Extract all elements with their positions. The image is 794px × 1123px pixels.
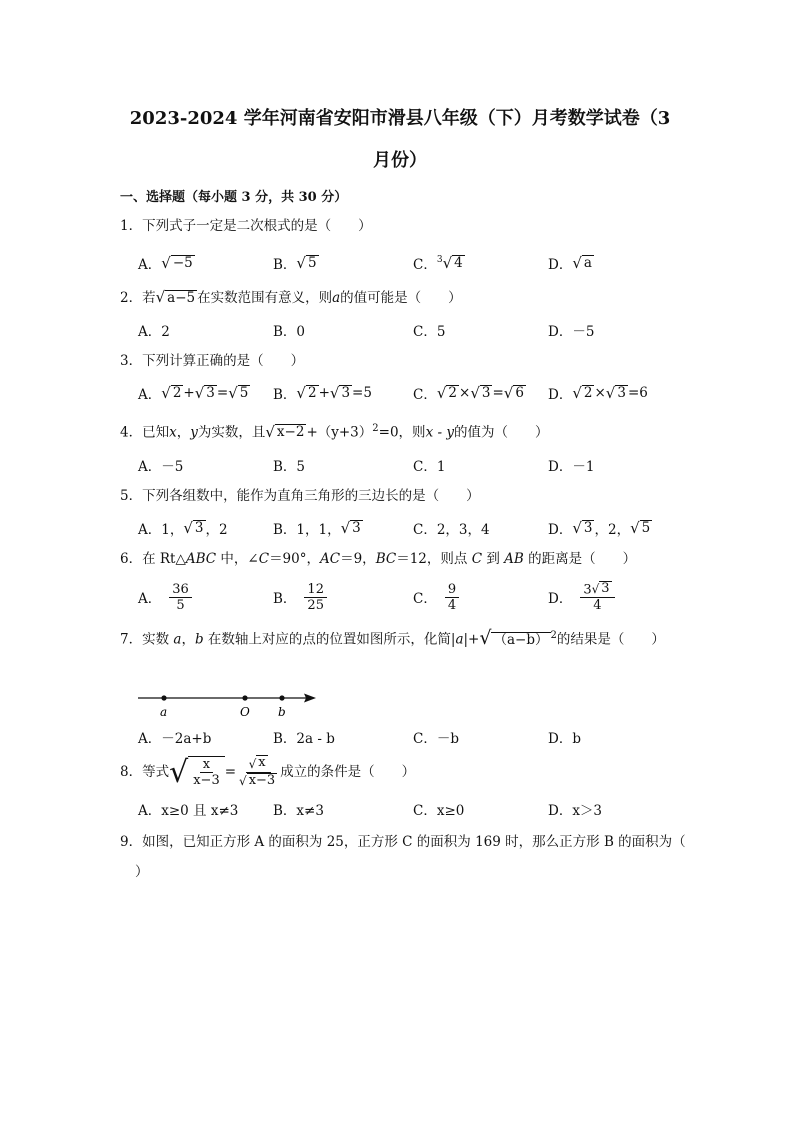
q6-option-b[interactable]: B． $\frac{12}{25}$ — [273, 578, 327, 616]
q1-option-c[interactable]: C． 3 √ 4 — [413, 253, 463, 273]
cube-root-expression: 3 √ 4 — [436, 253, 463, 272]
q8-option-d[interactable]: D．x＞3 — [548, 803, 603, 819]
q2-option-a[interactable]: A．2 — [138, 324, 170, 340]
q2-option-d[interactable]: D．－5 — [548, 324, 595, 340]
q5-option-b[interactable]: B．1，1， √ 3 — [273, 518, 361, 538]
label-a: a — [160, 705, 168, 719]
q7-option-b[interactable]: B．2a - b — [273, 731, 335, 747]
q6-option-c[interactable]: C． $\frac{9}{4}$ — [413, 578, 459, 616]
sqrt-expression: √ a — [572, 253, 592, 272]
q2-option-b[interactable]: B．0 — [273, 324, 306, 340]
question-9-stem-line-2: ） — [135, 864, 149, 880]
question-9-stem-line-1: 9．如图，已知正方形 A 的面积为 25，正方形 C 的面积为 169 时，那么正方形 B 的面积为（ — [120, 834, 686, 850]
q5-option-d[interactable]: D． √ 3 ，2， √ 5 — [548, 518, 651, 538]
q6-option-a[interactable]: A． $\frac{36}{5}$ — [138, 578, 192, 616]
q4-option-b[interactable]: B．5 — [273, 459, 306, 475]
q1-option-d[interactable]: D． √ a — [548, 253, 592, 273]
section-heading: 一、选择题（每小题 3 分，共 30 分） — [120, 190, 348, 205]
q7-option-d[interactable]: D．b — [548, 731, 581, 747]
label-b: b — [278, 705, 286, 719]
question-2-options — [138, 315, 698, 345]
question-3-options — [138, 378, 698, 408]
point-o — [242, 695, 247, 700]
q7-option-c[interactable]: C．－b — [413, 731, 459, 747]
point-b — [279, 695, 284, 700]
q6-option-d[interactable]: D． 3 √ 3 4 — [548, 578, 615, 616]
question-4-stem: 4．已知x，y为实数，且 √ x−2 $+(y+3)^2=0$，则x - y的值为（ ） — [120, 422, 549, 441]
question-7-options — [138, 722, 698, 752]
q3-option-d[interactable]: D． √ 2 × √ 3 =6 — [548, 383, 648, 403]
question-4-options — [138, 450, 698, 480]
q3-option-a[interactable]: A． √ 2 + √ 3 = √ 5 — [138, 383, 249, 403]
question-7-stem: 7．实数 a，b 在数轴上对应的点的位置如图所示，化简|a|+ √ （a−b） $^2$的结果是（ ） — [120, 626, 665, 649]
q3-option-c[interactable]: C． √ 2 × √ 3 = √ 6 — [413, 383, 524, 403]
question-6-options — [138, 578, 698, 616]
title-line-1: 2023-2024 学年河南省安阳市滑县八年级（下）月考数学试卷（3 — [129, 108, 671, 129]
question-8-stem: 8．等式 √ $\frac{x}{x-3}$ = √ x √ x−3 成立的条件是（ ） — [120, 754, 416, 790]
q8-option-b[interactable]: B．x≠3 — [273, 803, 324, 819]
question-5-options — [138, 513, 698, 543]
sqrt-expression: √ −5 — [161, 253, 193, 272]
point-a — [161, 695, 166, 700]
title-line-2: 月份） — [373, 150, 427, 171]
question-6-stem: 6．在 Rt△ABC 中，∠C＝90°，AC＝9，BC＝12，则点 C 到 AB 的距离是（ ） — [120, 551, 637, 567]
question-5-stem: 5．下列各组数中，能作为直角三角形的三边长的是（ ） — [120, 488, 480, 504]
q1-option-a[interactable]: A． √ −5 — [138, 253, 193, 273]
sqrt-expression: √ 5 — [296, 253, 317, 272]
q5-option-a[interactable]: A．1， √ 3 ，2 — [138, 518, 228, 538]
q8-option-c[interactable]: C．x≥0 — [413, 803, 465, 819]
number-line-figure — [138, 686, 328, 722]
q7-option-a[interactable]: A．－2a+b — [138, 731, 212, 747]
q2-option-c[interactable]: C．5 — [413, 324, 446, 340]
question-2-stem: 2．若 √ a−5 在实数范围有意义，则a的值可能是（ ） — [120, 288, 462, 306]
q4-option-a[interactable]: A．－5 — [138, 459, 184, 475]
q5-option-c[interactable]: C．2，3，4 — [413, 522, 490, 538]
q4-option-c[interactable]: C．1 — [413, 459, 446, 475]
q1-option-b[interactable]: B． √ 5 — [273, 253, 317, 273]
q8-option-a[interactable]: A．x≥0 且 x≠3 — [138, 803, 239, 819]
q4-option-d[interactable]: D．－1 — [548, 459, 595, 475]
q3-option-b[interactable]: B． √ 2 + √ 3 =5 — [273, 383, 372, 403]
question-1-stem: 1．下列式子一定是二次根式的是（ ） — [120, 218, 372, 234]
question-8-options — [138, 794, 698, 824]
label-o: O — [240, 705, 250, 719]
question-1-options — [138, 248, 698, 278]
question-3-stem: 3．下列计算正确的是（ ） — [120, 353, 305, 369]
